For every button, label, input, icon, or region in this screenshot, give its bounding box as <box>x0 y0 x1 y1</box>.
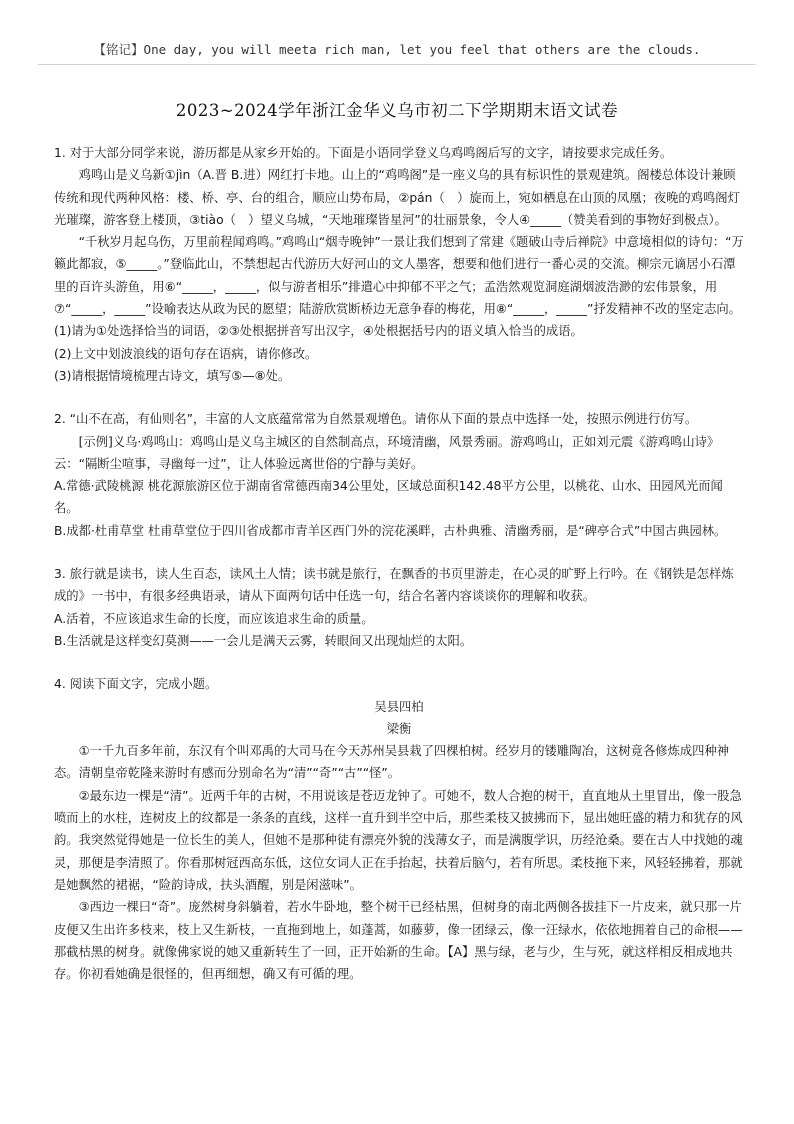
q3-option-a: A.活着，不应该追求生命的长度，而应该追求生命的质量。 <box>54 611 374 626</box>
q2-option-b: B.成都·杜甫草堂 杜甫草堂位于四川省成都市青羊区西门外的浣花溪畔，古朴典雅、清幽秀丽，是“碑亭合式”中国古典园林。 <box>54 523 727 538</box>
article-author: 梁衡 <box>386 721 412 736</box>
exam-title: 2023~2024学年浙江金华义乌市初二下学期期末语文试卷 <box>175 101 619 120</box>
q2-option-a: A.常德·武陵桃源 桃花源旅游区位于湖南省常德西南34公里处，区域总面积142.48平方公里，以桃花、山水、田园风光而闻名。 <box>54 479 723 516</box>
spacer <box>54 652 744 673</box>
q3-option-b: B.生活就是这样变幻莫测——一会儿是满天云雾，转眼间又出现灿烂的太阳。 <box>54 633 473 648</box>
exam-content <box>54 142 744 985</box>
q2-stem: 2. “山不在高，有仙则名”，丰富的人文底蕴常常为自然景观增色。请你从下面的景点中选择一处，按照示例进行仿写。 <box>54 412 698 427</box>
q1-paragraph-1: 鸡鸣山是义乌新①jìn（A.晋 B.进）网红打卡地。山上的“鸡鸣阁”是一座义乌的具有标识性的景观建筑。阁楼总体设计兼顾传统和现代两种风格：楼、桥、亭、台的组合，顺应山势布局，②pán（ ）旋而上，宛如栖息在山顶的凤凰；夜晚的鸡鸣阁灯光璀璨，游客登上楼顶，③tiào（ ）望义乌城，“天地璀璨皆星河”的壮丽景象，令人④_____（赞美看到的事物好到极点）。 <box>54 168 740 227</box>
q1-subquestion-3: (3)请根据情境梳理古诗文，填写⑤—⑧处。 <box>54 368 291 383</box>
q1-paragraph-2: “千秋岁月起乌伤，万里前程闻鸡鸣。”鸡鸣山“烟寺晚钟”一景让我们想到了常建《题破山寺后禅院》中意境相似的诗句：“万籁此都寂，⑤_____。”登临此山，不禁想起古代游历大好河山的文人墨客，想要和他们进行一番心灵的交流。柳宗元谪居小石潭里的百许头游鱼，用⑥“_____，_____，似与游者相乐”排遣心中抑郁不平之气；孟浩然观览洞庭湖烟波浩渺的宏伟景象，用⑦“_____，_____”设喻表达从政为民的愿望；陆游欣赏断桥边无意争春的梅花，用⑧“_____，_____”抒发精神不改的坚定志向。 <box>54 235 744 317</box>
q1-subquestion-2: (2)上文中划波浪线的语句存在语病，请你修改。 <box>54 346 318 361</box>
header-divider <box>38 64 756 65</box>
article-paragraph-2: ②最东边一棵是“清”。近两千年的古树，不用说该是苍迈龙钟了。可她不，数人合抱的树干，直直地从土里冒出，像一股急喷而上的水柱，连树皮上的纹都是一条条的直线，这样一直升到半空中后，那些柔枝又披拂而下，显出她旺盛的精力和犹存的风韵。我突然觉得她是一位长生的美人，但她不是那种徒有漂亮外貌的浅薄女子，而是满腹学识，历经沧桑。要在古人中找她的魂灵，那便是李清照了。你看那树冠西高东低，这位女词人正在手抬起，扶着后脑勺，若有所思。柔枝拖下来，风轻轻拂着，那就是她飘然的裙裾，“险韵诗成，扶头酒醒，别是闲滋味”。 <box>54 788 743 892</box>
page-header-motto: 【铭记】One day, you will meeta rich man, let you feel that others are the clouds. <box>93 42 701 57</box>
spacer <box>54 387 744 408</box>
q1-stem: 1. 对于大部分同学来说，游历都是从家乡开始的。下面是小语同学登义乌鸡鸣阁后写的文字，请按要求完成任务。 <box>54 146 673 160</box>
q1-subquestion-1: (1)请为①处选择恰当的词语，②③处根据拼音写出汉字，④处根据括号内的语义填入恰当的成语。 <box>54 324 583 339</box>
q4-stem: 4. 阅读下面文字，完成小题。 <box>54 677 218 692</box>
article-paragraph-1: ①一千九百多年前，东汉有个叫邓禹的大司马在今天苏州吴县栽了四棵柏树。经岁月的镂雕陶冶，这树竟各修炼成四种神态。清朝皇帝乾隆来游时有感而分别命名为“清”“奇”“古”“怪”。 <box>54 744 730 781</box>
q3-stem: 3. 旅行就是读书，读人生百态，读风土人情；读书就是旅行，在飘香的书页里游走，在心灵的旷野上行吟。在《钢铁是怎样炼成的》一书中，有很多经典语录，请从下面两句话中任选一句，结合名著内容谈谈你的理解和收获。 <box>54 567 734 604</box>
article-title: 吴县四柏 <box>374 699 424 714</box>
spacer <box>54 542 744 563</box>
article-paragraph-3: ③西边一棵曰“奇”。庞然树身斜躺着，若水牛卧地，整个树干已经枯黑，但树身的南北两侧各拔挂下一片皮来，就只那一片皮便又生出许多枝来，枝上又生新枝，一直拖到地上，如蓬蒿，如藤萝，像一团绿云，像一汪绿水，依依地拥着自己的命根——那截枯黑的树身。就像佛家说的她又重新转生了一回，正开始新的生命。【A】黑与绿，老与少，生与死，就这样相反相成地共存。你初看她确是很怪的，但再细想，确又有可循的理。 <box>54 900 743 982</box>
q2-example: [示例]义乌·鸡鸣山：鸡鸣山是义乌主城区的自然制高点，环境清幽，风景秀丽。游鸡鸣山，正如刘元震《游鸡鸣山诗》云：“隔断尘喧事，寻幽每一过”，让人体验远离世俗的宁静与美好。 <box>54 434 720 471</box>
